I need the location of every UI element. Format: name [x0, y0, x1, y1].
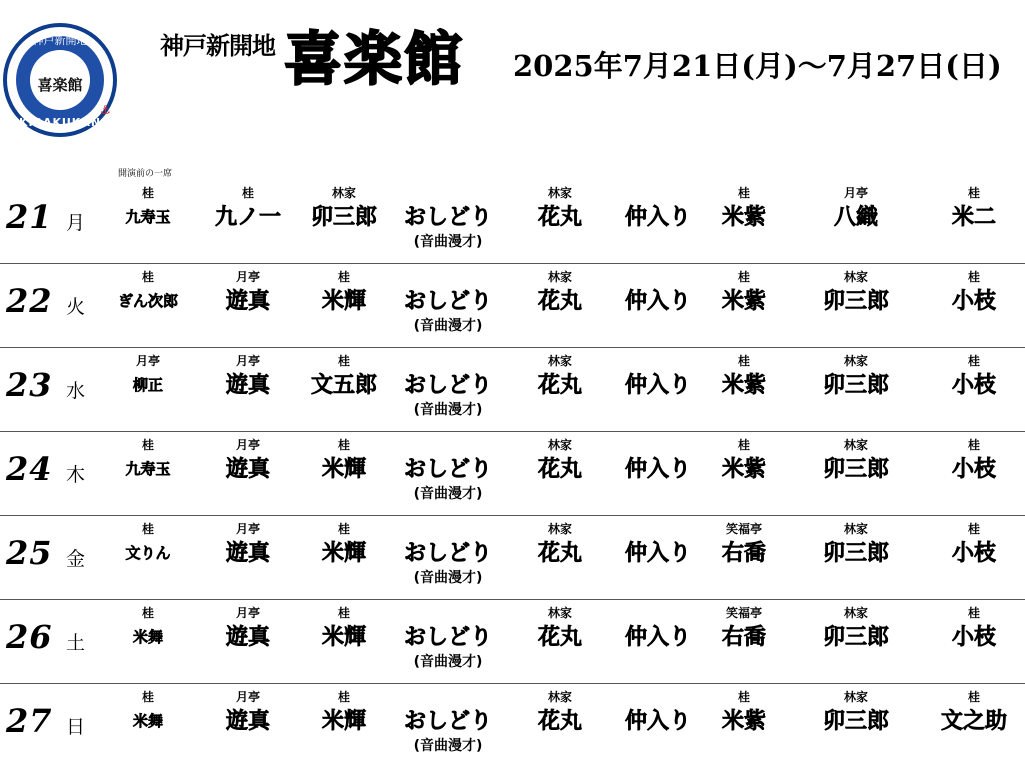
performer-slot — [796, 520, 916, 568]
performer-school: 桂 — [967, 186, 980, 200]
performer-school — [388, 688, 508, 706]
performer-name: ぎん次郎 — [117, 292, 178, 310]
performer-name: 九寿玉 — [125, 460, 171, 478]
performer-slot — [914, 184, 1025, 232]
performer-name: 小枝 — [951, 372, 996, 398]
performer-name: 卯三郎 — [822, 624, 889, 650]
performer-slot — [388, 520, 508, 588]
day-number: 24 — [6, 450, 53, 488]
performer-name: 柳正 — [132, 376, 163, 394]
performer-slot — [684, 604, 804, 652]
performer-school: 林家 — [843, 522, 868, 536]
performer-slot — [284, 436, 404, 484]
performer-slot — [684, 268, 804, 316]
day-weekday: 月 — [66, 212, 86, 234]
day-weekday: 日 — [66, 716, 86, 738]
performer-school: 桂 — [967, 606, 980, 620]
performer-name: 遊真 — [225, 288, 270, 314]
performer-slot — [388, 436, 508, 504]
performer-school: 林家 — [843, 438, 868, 452]
performer-slot — [388, 268, 508, 336]
performer-school: 林家 — [547, 522, 572, 536]
performer-school: 林家 — [843, 690, 868, 704]
day-number: 25 — [6, 534, 53, 572]
performer-name: 九寿玉 — [125, 208, 171, 226]
performer-slot — [684, 688, 804, 736]
performer-name: 右喬 — [721, 624, 766, 650]
performer-name: 卯三郎 — [822, 708, 889, 734]
performer-name: おしどり — [403, 624, 492, 650]
performer-name: 米紫 — [721, 288, 766, 314]
performer-school: 林家 — [547, 606, 572, 620]
performer-school: 月亭 — [843, 186, 868, 200]
performer-name: 米紫 — [721, 456, 766, 482]
performer-slot — [684, 352, 804, 400]
performer-name: おしどり — [403, 204, 492, 230]
performer-school: 桂 — [141, 690, 154, 704]
day-row — [0, 348, 1025, 432]
day-number: 21 — [6, 198, 53, 236]
performer-name: 米輝 — [321, 708, 366, 734]
performer-school: 桂 — [737, 354, 750, 368]
performer-slot — [284, 520, 404, 568]
performer-school: 桂 — [141, 606, 154, 620]
performer-slot — [796, 184, 916, 232]
performer-name: おしどり — [403, 708, 492, 734]
logo-center-text: 喜楽館 — [37, 76, 83, 94]
performer-name: 小枝 — [951, 540, 996, 566]
performer-school: 林家 — [547, 270, 572, 284]
performer-name: 八織 — [833, 204, 878, 230]
performer-name: 仲入り — [624, 708, 691, 734]
performer-slot — [914, 520, 1025, 568]
performer-name: 花丸 — [537, 624, 582, 650]
performer-slot — [914, 688, 1025, 736]
performer-school: 笑福亭 — [725, 522, 762, 536]
performer-name: 米輝 — [321, 288, 366, 314]
performer-school — [388, 604, 508, 622]
day-row — [0, 516, 1025, 600]
venue-title: 喜楽館 — [284, 25, 465, 93]
performer-slot — [284, 268, 404, 316]
performer-school — [388, 184, 508, 202]
schedule-table — [0, 180, 1025, 767]
anchor-icon: ⚓ — [100, 103, 111, 117]
performer-school: 桂 — [337, 354, 350, 368]
performer-school: 桂 — [141, 438, 154, 452]
performer-slot — [684, 436, 804, 484]
performer-school: 桂 — [737, 438, 750, 452]
performer-school: 林家 — [547, 354, 572, 368]
performer-name: 遊真 — [225, 372, 270, 398]
performer-name: 米紫 — [721, 708, 766, 734]
performer-genre: (音曲漫才) — [413, 738, 483, 754]
day-row — [0, 180, 1025, 264]
performer-genre: (音曲漫才) — [413, 402, 483, 418]
venue-subtitle: 神戸新開地 — [160, 31, 275, 60]
performer-school: 月亭 — [235, 354, 260, 368]
performer-school: 桂 — [337, 270, 350, 284]
performer-name: 花丸 — [537, 372, 582, 398]
performer-school: 林家 — [547, 186, 572, 200]
performer-name: 文之助 — [940, 708, 1007, 734]
performer-school: 桂 — [141, 270, 154, 284]
performer-school: 笑福亭 — [725, 606, 762, 620]
performer-name: 右喬 — [721, 540, 766, 566]
performer-name: 卯三郎 — [310, 204, 377, 230]
performer-genre: (音曲漫才) — [413, 318, 483, 334]
performer-name: 米舞 — [132, 628, 163, 646]
day-number: 22 — [6, 282, 53, 320]
performer-name: 仲入り — [624, 456, 691, 482]
performer-name: 卯三郎 — [822, 540, 889, 566]
performer-name: 花丸 — [537, 540, 582, 566]
performer-name: 米舞 — [132, 712, 163, 730]
performer-name: 花丸 — [537, 288, 582, 314]
day-weekday: 金 — [66, 548, 86, 570]
performer-name: 花丸 — [537, 456, 582, 482]
day-number: 26 — [6, 618, 53, 656]
performer-slot — [388, 184, 508, 252]
performer-name: おしどり — [403, 288, 492, 314]
performer-school: 月亭 — [235, 606, 260, 620]
performer-school: 桂 — [737, 690, 750, 704]
performer-name: 仲入り — [624, 624, 691, 650]
performer-name: 花丸 — [537, 204, 582, 230]
performer-name: 仲入り — [624, 288, 691, 314]
performer-school: 月亭 — [235, 438, 260, 452]
performer-school: 桂 — [967, 354, 980, 368]
logo-ring-top-text: 神戸新開地 — [32, 34, 88, 47]
performer-school: 月亭 — [235, 270, 260, 284]
performer-slot — [914, 268, 1025, 316]
performer-school: 桂 — [967, 270, 980, 284]
day-row — [0, 600, 1025, 684]
performer-name: 九ノ一 — [214, 204, 281, 230]
performer-name: 遊真 — [225, 456, 270, 482]
performer-name: 小枝 — [951, 456, 996, 482]
kirakukan-logo — [2, 22, 118, 138]
performer-name: 仲入り — [624, 372, 691, 398]
performer-slot — [284, 184, 404, 232]
day-row — [0, 432, 1025, 516]
day-number: 27 — [6, 702, 53, 740]
performer-genre: (音曲漫才) — [413, 486, 483, 502]
performer-name: 文五郎 — [310, 372, 377, 398]
performer-school: 林家 — [843, 354, 868, 368]
performer-school — [388, 268, 508, 286]
performer-name: 遊真 — [225, 708, 270, 734]
performer-school: 桂 — [737, 270, 750, 284]
performer-school: 林家 — [843, 606, 868, 620]
performer-slot — [796, 268, 916, 316]
day-weekday: 木 — [66, 464, 86, 486]
performer-slot — [284, 352, 404, 400]
performer-school: 桂 — [141, 186, 154, 200]
performer-name: 遊真 — [225, 540, 270, 566]
performer-school: 林家 — [547, 690, 572, 704]
performer-genre: (音曲漫才) — [413, 570, 483, 586]
performer-name: 仲入り — [624, 540, 691, 566]
performer-name: 米紫 — [721, 204, 766, 230]
performer-slot — [284, 688, 404, 736]
performer-name: 卯三郎 — [822, 288, 889, 314]
performer-school: 桂 — [337, 690, 350, 704]
performer-school: 桂 — [141, 522, 154, 536]
performer-school: 月亭 — [235, 690, 260, 704]
performer-slot — [796, 436, 916, 484]
day-row — [0, 684, 1025, 767]
performer-school: 桂 — [337, 606, 350, 620]
performer-slot — [684, 184, 804, 232]
performer-slot — [388, 352, 508, 420]
performer-name: おしどり — [403, 540, 492, 566]
performer-genre: (音曲漫才) — [413, 234, 483, 250]
performer-school — [388, 436, 508, 454]
performer-name: おしどり — [403, 372, 492, 398]
performer-name: 文りん — [125, 544, 171, 562]
performer-slot — [796, 604, 916, 652]
performer-name: 米二 — [951, 204, 996, 230]
logo-ring-bottom-text: KIRAKUKAN — [18, 116, 102, 129]
performer-slot — [388, 604, 508, 672]
performer-school: 桂 — [967, 690, 980, 704]
performer-school: 林家 — [843, 270, 868, 284]
performer-school: 桂 — [737, 186, 750, 200]
performer-name: 仲入り — [624, 204, 691, 230]
day-weekday: 水 — [66, 380, 86, 402]
performer-school: 桂 — [967, 438, 980, 452]
day-weekday: 土 — [66, 632, 86, 654]
day-row — [0, 264, 1025, 348]
performer-name: 卯三郎 — [822, 456, 889, 482]
performer-slot — [914, 352, 1025, 400]
performer-name: 花丸 — [537, 708, 582, 734]
performer-school — [388, 352, 508, 370]
performer-name: 米輝 — [321, 456, 366, 482]
performer-slot — [796, 688, 916, 736]
performer-name: 米輝 — [321, 540, 366, 566]
opening-act-note: 開演前の一席 — [118, 169, 173, 179]
performer-name: おしどり — [403, 456, 492, 482]
performer-school: 林家 — [331, 186, 356, 200]
performer-name: 米輝 — [321, 624, 366, 650]
performer-school: 桂 — [241, 186, 254, 200]
day-weekday: 火 — [66, 296, 86, 318]
performer-name: 小枝 — [951, 288, 996, 314]
performer-genre: (音曲漫才) — [413, 654, 483, 670]
performer-school: 月亭 — [235, 522, 260, 536]
performer-name: 米紫 — [721, 372, 766, 398]
performer-name: 遊真 — [225, 624, 270, 650]
performer-school: 桂 — [337, 522, 350, 536]
performer-school: 月亭 — [135, 354, 160, 368]
schedule-date-range: 2025年7月21日(月)〜7月27日(日) — [513, 49, 1002, 83]
performer-school: 林家 — [547, 438, 572, 452]
performer-name: 卯三郎 — [822, 372, 889, 398]
performer-slot — [388, 688, 508, 756]
performer-slot — [914, 604, 1025, 652]
performer-name: 小枝 — [951, 624, 996, 650]
performer-slot — [684, 520, 804, 568]
performer-slot — [284, 604, 404, 652]
performer-school — [388, 520, 508, 538]
performer-school: 桂 — [337, 438, 350, 452]
performer-slot — [914, 436, 1025, 484]
day-number: 23 — [6, 366, 53, 404]
performer-school: 桂 — [967, 522, 980, 536]
performer-slot — [796, 352, 916, 400]
